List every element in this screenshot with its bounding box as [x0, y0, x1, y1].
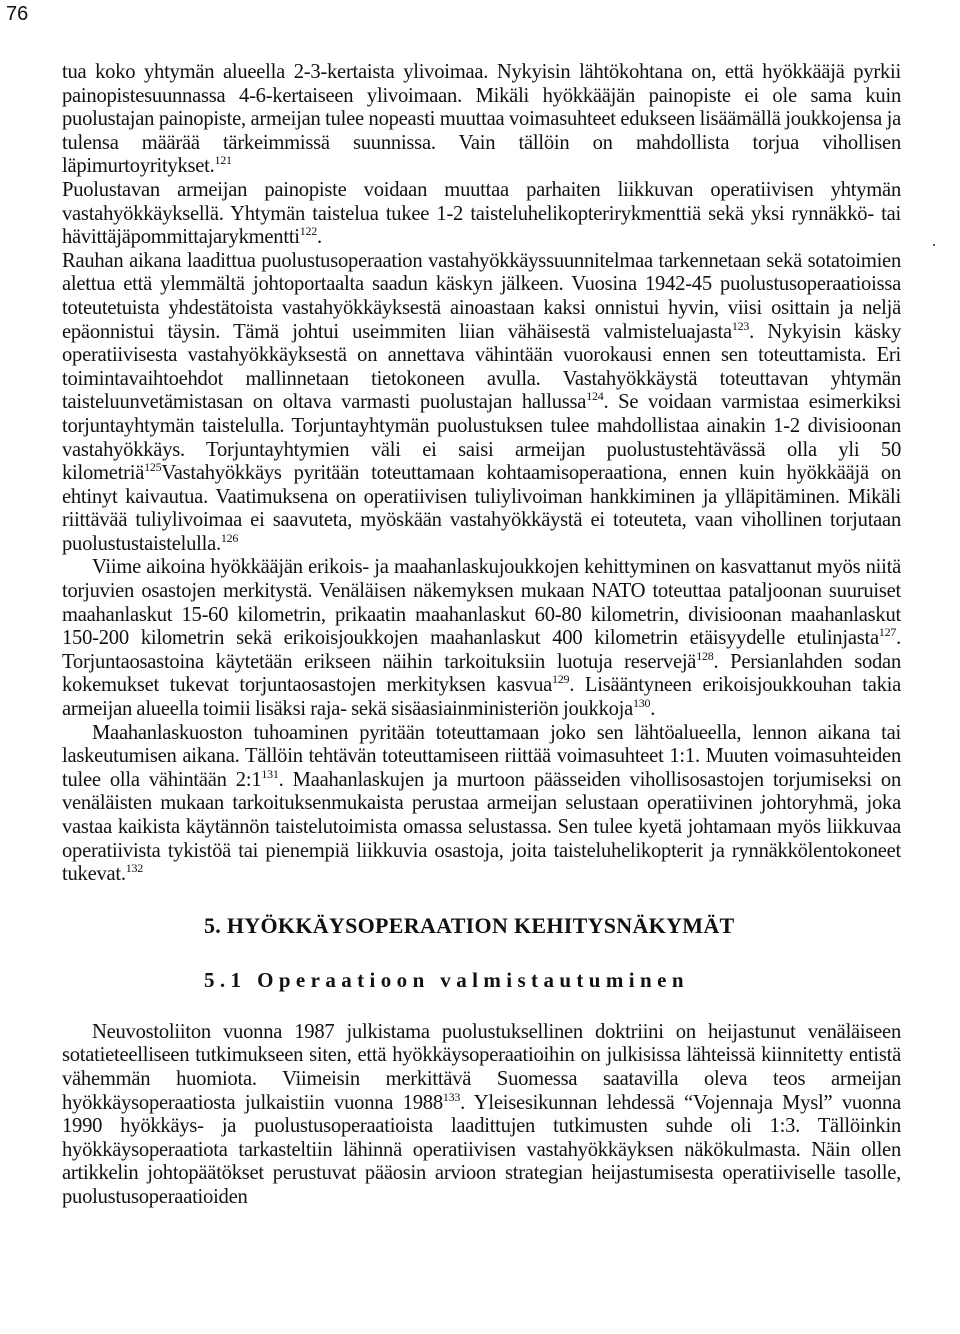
footnote-ref: 122: [299, 224, 318, 239]
footnote-ref: 126: [220, 531, 239, 546]
footnote-ref: 129: [552, 672, 570, 687]
closing-paragraph: [62, 1021, 901, 1210]
paragraph: [62, 556, 901, 721]
text-run: Maahanlaskuoston tuhoaminen pyritään toteuttamaan joko sen lähtöalueella, lennon aikana tai laskeutumisen aikana. Tällöin tehtävän toteuttamiseen riittää voimasuhteet 1:1. Muuten voimasuhteiden tulee olla vähintään 2:1: [62, 721, 901, 791]
paragraph: [62, 61, 901, 179]
page-number: 76: [6, 3, 29, 25]
text-run: . Persianlahden sodan kokemukset tukevat torjuntaosastojen merkityksen kasvua: [62, 650, 901, 697]
footnote-ref: 125: [144, 460, 162, 475]
footnote-ref: 123: [731, 318, 750, 333]
document-body: [62, 61, 901, 1210]
footnote-ref: 121: [214, 153, 232, 168]
text-run: Rauhan aikana laadittua puolustusoperaation vastahyökkäyssuunnitelmaa tarkennetaan sekä sotatoimien alettua että ylemmältä johtoportaalta saadun käskyn jälkeen. Vuosina 1942-45 puolustusoperaatioissa toteutetuista yhdestätoista vastahyökkäyksestä ainoastaan kaksi onnistui hyvin, viisi osittain ja neljä epäonnistui täysin. Tämä johtui useimmiten liian vähäisestä valmisteluajasta: [62, 249, 901, 343]
body-paragraphs: [62, 61, 901, 887]
text-run: tua koko yhtymän alueella 2-3-kertaista ylivoimaa. Nykyisin lähtökohtana on, että hyökkääjä pyrkii painopistesuunnassa 4-6-kertaiseen ylivoimaan. Mikäli hyökkääjän painopiste ei ole sama kuin puolustajan painopiste, armeijan tulee nopeasti muuttaa voimasuhteet edukseen lisäämällä joukkojensa ja tulensa määrää tärkeimmissä suunnissa. Vain tällöin on mahdollista torjua vihollisen läpimurtoyritykset.: [62, 61, 901, 178]
text-run: . Yleisesikunnan lehdessä “Vojennaja Mysl” vuonna 1990 hyökkäys- ja puolustusoperaatioista laadittujen tutkimusten suhde oli 1:3. Tällöinkin hyökkäysoperaatiota tarkasteltiin lähinnä operatiivisen vastahyökkäyksen näkökulmasta. Näin ollen artikkelin johtopäätökset perustuvat pääosin arvioon strategian heijastumisesta operatiiviselle tasolle, puolustusoperaatioiden: [62, 1091, 901, 1208]
paragraph: [62, 250, 901, 557]
text-run: . Se voidaan varmistaa esimerkiksi torjuntayhtymän taistelulla. Torjuntayhtymän puolustuksen tulee mahdollistaa ainakin 1-2 divisioonan vastahyökkäys. Torjuntayhtymien väli ei saisi armeijan puolustustehtävässä olla yli 50 kilometriä: [62, 391, 901, 485]
section-heading: 5.1 Operaatioon valmistautuminen: [204, 967, 689, 992]
footnote-ref: 128: [696, 648, 714, 663]
text-run: Viime aikoina hyökkääjän erikois- ja maahanlaskujoukkojen kehittyminen on kasvattanut myös niitä torjuvien osastojen merkitystä. Venäläisen näkemyksen mukaan NATO toteuttaa pataljoonan suuruiset maahanlaskut 15-60 kilometrin, prikaatin maahanlaskut 60-80 kilometrin, divisioonan maahanlaskut 150-200 kilometrin sekä erikoisjoukkojen maahanlaskut 400 kilometrin etäisyydelle etulinjasta: [62, 556, 901, 650]
text-run: Vastahyökkäys pyritään toteuttamaan kohtaamisoperaationa, ennen kuin hyökkääjä on ehtinyt kaivautua. Vaatimuksena on operatiivisen tuliylivoiman hankkiminen ja ylläpitäminen. Mikäli riittävää tuliylivoimaa ei saavuteta, myöskään vastahyökkäystä ei toteuteta, vaan vihollinen torjutaan puolustustaistelulla.: [62, 462, 901, 555]
footnote-ref: 133: [442, 1089, 461, 1104]
text-run: Puolustavan armeijan painopiste voidaan muuttaa parhaiten liikkuvan operatiivisen yhtymän vastahyökkäyksellä. Yhtymän taistelua tukee 1-2 taisteluhelikopterirykmenttiä sekä yksi rynnäkkö- tai hävittäjäpommittajarykmentti: [62, 178, 901, 249]
footnote-ref: 131: [261, 766, 279, 781]
footnote-ref: 127: [878, 625, 897, 640]
footnote-ref: 130: [633, 696, 651, 711]
heading-spacer: [62, 993, 901, 1021]
text-run: .: [650, 698, 656, 721]
chapter-heading: 5. HYÖKKÄYSOPERAATION KEHITYSNÄKYMÄT: [204, 912, 735, 938]
footnote-ref: 124: [586, 389, 604, 404]
text-run: . Maahanlaskujen ja murtoon päässeiden vihollisosastojen torjumiseksi on venäläisten mukaan tarkoituksenmukaista perustaa armeijan selustaan operatiivinen johtoryhmä, joka vastaa kaikista käytännön taistelutoimista omassa selustassa. Sen tulee kyetä johtamaan myös liikkuvaa operatiivista tykistöä tai pienempiä liikkuvia osastoja, joita taisteluhelikopterit ja rynnäkkölentokoneet tukevat.: [62, 768, 901, 886]
text-run: Neuvostoliiton vuonna 1987 julkistama puolustuksellinen doktriini on heijastunut venäläiseen sotatieteelliseen tutkimukseen siten, että hyökkäysoperaatioihin on julkisissa lähteissä kiinnitetty entistä vähemmän huomiota. Viimeisin merkittävä Suomessa saatavilla oleva teos armeijan hyökkäysoperaatiosta julkaistiin vuonna 1988: [62, 1020, 901, 1114]
footnote-ref: 132: [125, 861, 144, 876]
paragraph: [62, 179, 901, 250]
text-run: . Torjuntaosastoina käytetään erikseen näihin tarkoituksiin luotuja reservejä: [62, 627, 901, 673]
paragraph: [62, 722, 901, 887]
text-run: . Lisääntyneen erikoisjoukkouhan takia armeijan alueella toimii lisäksi raja- sekä sisäasiainministeriön joukkoja: [62, 674, 901, 721]
margin-mark: [933, 244, 935, 246]
text-run: .: [317, 226, 322, 249]
text-run: . Nykyisin käsky operatiivisesta vastahyökkäyksestä on annettava vähintään vuorokausi ennen sen toteuttamista. Eri toimintavaihtoehdot mallinnetaan tietokoneen avulla. Vastahyökkäystä toteuttavan yhtymän taisteluunvetämistasan on oltava varmasti puolustajan hallussa: [62, 320, 901, 414]
